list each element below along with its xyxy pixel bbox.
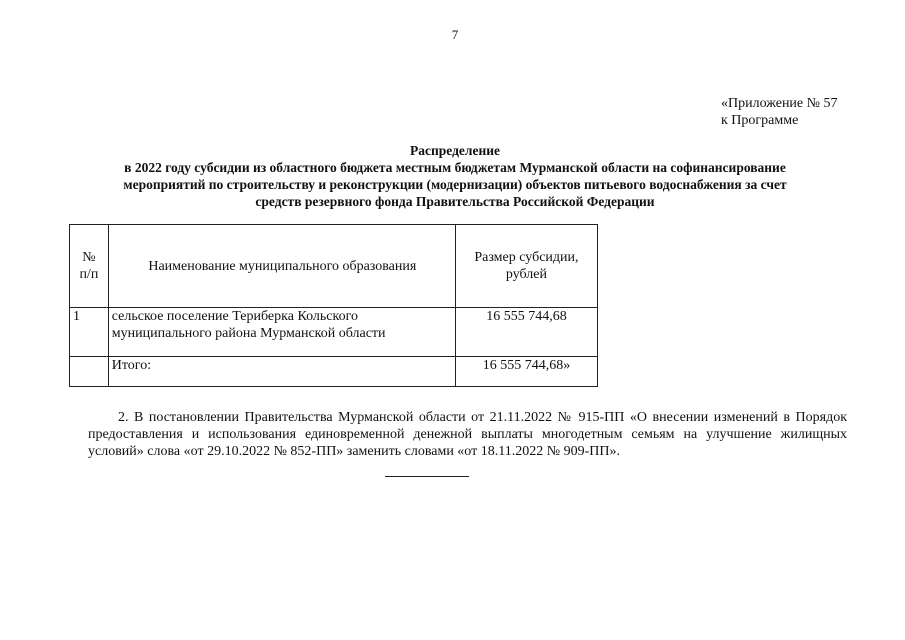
total-amount: 16 555 744,68» xyxy=(455,357,597,387)
row-name-line-1: сельское поселение Териберка Кольского xyxy=(111,309,358,324)
total-label: Итого: xyxy=(108,357,455,387)
row-name xyxy=(108,308,455,357)
header-amount-line-2: рублей xyxy=(505,267,547,282)
row-number: 1 xyxy=(70,308,109,357)
appendix-line-2: к Программе xyxy=(721,113,799,128)
header-amount xyxy=(455,225,597,308)
total-number-cell xyxy=(70,357,109,387)
table-row xyxy=(70,308,598,357)
title-line-2: мероприятий по строительству и реконструкции (модернизации) объектов питьевого водоснабжения за счет xyxy=(123,177,787,192)
row-name-line-2: муниципального района Мурманской области xyxy=(111,326,386,341)
header-number-symbol: № xyxy=(82,250,96,265)
appendix-reference xyxy=(721,95,838,129)
table-total-row xyxy=(70,357,598,387)
title-line-3: средств резервного фонда Правительства Российской Федерации xyxy=(255,194,655,209)
closing-divider xyxy=(385,476,469,477)
appendix-line-1: «Приложение № 57 xyxy=(721,96,838,111)
title-line-1: в 2022 году субсидии из областного бюджета местным бюджетам Мурманской области на софинансирование xyxy=(124,160,786,175)
row-amount: 16 555 744,68 xyxy=(455,308,597,357)
header-amount-line-1: Размер субсидии, xyxy=(474,250,579,265)
title-heading: Распределение xyxy=(409,143,501,158)
header-number-abbr: п/п xyxy=(79,267,99,282)
body-paragraph: 2. В постановлении Правительства Мурманской области от 21.11.2022 № 915-ПП «О внесении изменений в Порядок предоставления и использования единовременной денежной выплаты многодетным семьям на улучшение жилищных условий» слова «от 29.10.2022 № 852-ПП» заменить словами «от 18.11.2022 № 909-ПП». xyxy=(88,410,847,459)
header-name: Наименование муниципального образования xyxy=(108,225,455,308)
document-title xyxy=(60,142,850,210)
subsidy-table xyxy=(69,224,598,387)
table-header-row xyxy=(70,225,598,308)
page-number: 7 xyxy=(451,27,459,42)
header-number xyxy=(70,225,109,308)
